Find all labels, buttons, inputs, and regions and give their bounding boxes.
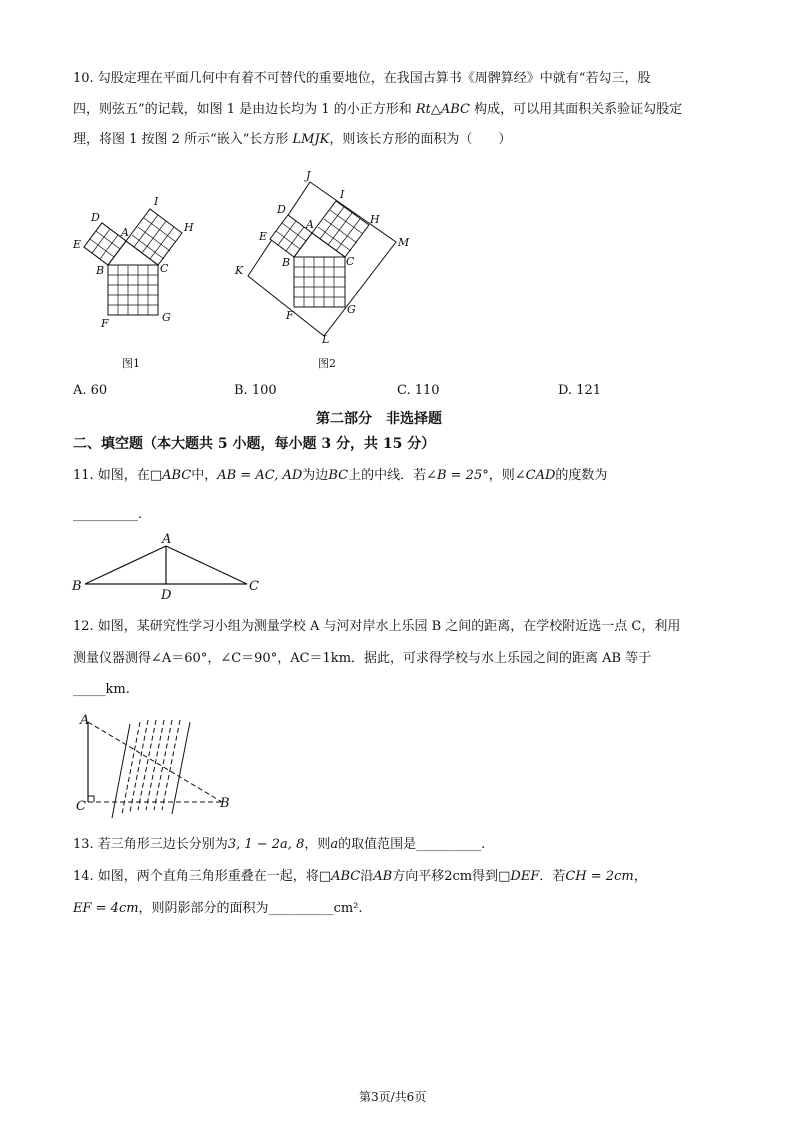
q10-figure-1 bbox=[60, 190, 200, 370]
fig2-square-bc bbox=[294, 257, 345, 307]
fig2-label-m: M bbox=[398, 236, 410, 249]
q14-period: . bbox=[358, 901, 363, 916]
q11-i: ，则 bbox=[488, 468, 515, 483]
q11-label-c: C bbox=[249, 579, 259, 594]
q13-c: ，则 bbox=[304, 837, 331, 852]
section2-title: 二、填空题（本大题共 5 小题，每小题 3 分，共 15 分） bbox=[73, 436, 436, 452]
q11-bc: BC bbox=[328, 468, 349, 483]
q14-ch: CH = 2cm bbox=[565, 869, 634, 884]
q10-line1: 10. 勾股定理在平面几何中有着不可替代的重要地位，在我国古算书《周髀算经》中就有“若勾三，股 bbox=[73, 71, 651, 86]
fig1-square-ac bbox=[126, 209, 182, 265]
fig2-label-d: D bbox=[277, 203, 286, 216]
fig2-label-f: F bbox=[286, 309, 294, 322]
fig1-square-ab bbox=[84, 223, 126, 265]
q12-line1: 12. 如图，某研究性学习小组为测量学校 A 与河对岸水上乐园 B 之间的距离，在学校附近选一点 C，利用 bbox=[73, 619, 681, 634]
fig2-label-h: H bbox=[370, 213, 380, 226]
q11-a: 11. 如图，在 bbox=[73, 468, 150, 483]
q11-c: 中， bbox=[191, 468, 218, 483]
q11-k: 的度数为 bbox=[555, 468, 608, 483]
fig2-label-g: G bbox=[347, 303, 356, 316]
q14-2cm: 2cm bbox=[444, 869, 473, 884]
q12-line2: 测量仪器测得∠A＝60°，∠C＝90°，AC＝1km．据此，可求得学校与水上乐园之间的距离 AB 等于 bbox=[73, 651, 652, 666]
fig2-label-e: E bbox=[259, 230, 268, 243]
fig2-label-j: J bbox=[306, 169, 311, 182]
q14-unit: cm² bbox=[333, 901, 359, 916]
q10-line2 bbox=[73, 101, 682, 119]
fig1-label-f: F bbox=[101, 317, 109, 330]
fig1-label-i: I bbox=[154, 195, 159, 208]
q13-e: 的取值范围是 bbox=[338, 837, 417, 852]
q14-a: 14. 如图，两个直角三角形重叠在一起，将 bbox=[73, 869, 319, 884]
q14-i: ．若 bbox=[539, 869, 566, 884]
q14-g: 得到 bbox=[472, 869, 499, 884]
q14-answer-blank[interactable]: __________ bbox=[268, 901, 334, 916]
q12-figure bbox=[70, 710, 240, 815]
fig1-caption: 图1 bbox=[122, 357, 140, 370]
q14-abc: □ABC bbox=[318, 869, 361, 884]
q13-text bbox=[73, 836, 485, 854]
fig2-label-a: A bbox=[306, 218, 314, 231]
page-footer: 第3页/共6页 bbox=[359, 1090, 427, 1104]
q10-line2-a: 四，则弦五”的记载，如图 1 是由边长均为 1 的小正方形和 bbox=[73, 102, 416, 117]
fig2-label-l: L bbox=[322, 333, 330, 346]
fig1-label-h: H bbox=[184, 221, 194, 234]
fig1-label-d: D bbox=[91, 211, 100, 224]
q12-side-ab bbox=[88, 722, 222, 802]
q11-answer-blank[interactable]: __________. bbox=[73, 507, 143, 522]
fig2-label-c: C bbox=[346, 255, 355, 268]
fig2-label-k: K bbox=[235, 264, 244, 277]
q13-a: 13. 若三角形三边长分别为 bbox=[73, 837, 228, 852]
fig1-label-b: B bbox=[96, 264, 105, 277]
q11-label-d: D bbox=[161, 588, 172, 603]
q13-answer-blank[interactable]: __________. bbox=[416, 837, 486, 852]
fig1-label-g: G bbox=[162, 311, 171, 324]
fig2-caption: 图2 bbox=[318, 357, 336, 370]
q11-abc: □ABC bbox=[149, 468, 192, 483]
q11-g: 上的中线．若 bbox=[348, 468, 427, 483]
fig1-label-e: E bbox=[73, 238, 82, 251]
q14-def: □DEF bbox=[498, 869, 540, 884]
q11-e: 为边 bbox=[302, 468, 329, 483]
fig2-label-i: I bbox=[340, 188, 345, 201]
q12-label-a: A bbox=[80, 713, 90, 728]
q11-label-a: A bbox=[162, 532, 172, 547]
q14-k: ， bbox=[633, 869, 647, 884]
q11-angle-cad: ∠CAD bbox=[514, 468, 556, 483]
q14-line2-b: ，则阴影部分的面积为 bbox=[138, 901, 269, 916]
q10-lmjk: LMJK bbox=[292, 132, 330, 147]
q11-text bbox=[73, 467, 607, 485]
fig2-label-b: B bbox=[282, 256, 291, 269]
q11-label-b: B bbox=[72, 579, 82, 594]
part2-title: 第二部分 非选择题 bbox=[316, 411, 442, 427]
q14-ef: EF = 4cm bbox=[73, 901, 139, 916]
q14-e: 方向平移 bbox=[392, 869, 445, 884]
q14-line2 bbox=[73, 900, 363, 918]
q12-right-angle-mark bbox=[88, 796, 94, 802]
fig2-square-ac bbox=[312, 201, 369, 257]
q14-ab: AB bbox=[373, 869, 393, 884]
q10-option-a[interactable]: A. 60 bbox=[73, 383, 108, 398]
q14-c: 沿 bbox=[360, 869, 374, 884]
fig1-label-c: C bbox=[160, 262, 169, 275]
q10-line3-c: ，则该长方形的面积为（ ） bbox=[329, 132, 512, 147]
q10-rt-abc: Rt△ABC bbox=[415, 102, 470, 117]
q11-figure bbox=[70, 530, 270, 602]
fig1-label-a: A bbox=[121, 226, 129, 239]
q12-line3[interactable]: _____km. bbox=[73, 682, 130, 697]
q10-option-b[interactable]: B. 100 bbox=[234, 383, 277, 398]
q11-ab-ac-ad: AB = AC, AD bbox=[217, 468, 303, 483]
q12-label-c: C bbox=[76, 799, 86, 814]
q10-line2-c: 构成，可以用其面积关系验证勾股定 bbox=[470, 102, 683, 117]
q12-label-b: B bbox=[220, 796, 230, 811]
q12-river bbox=[112, 720, 190, 818]
q14-line1 bbox=[73, 868, 647, 886]
q10-line3 bbox=[73, 131, 511, 149]
q13-sides: 3, 1 − 2a, 8 bbox=[227, 837, 305, 852]
q11-angle-b: ∠B = 25° bbox=[426, 468, 489, 483]
q10-option-d[interactable]: D. 121 bbox=[558, 383, 602, 398]
q10-option-c[interactable]: C. 110 bbox=[397, 383, 440, 398]
q10-figure-2 bbox=[230, 168, 410, 368]
q13-var-a: a bbox=[330, 837, 339, 852]
q10-line3-a: 理，将图 1 按图 2 所示“嵌入”长方形 bbox=[73, 132, 293, 147]
